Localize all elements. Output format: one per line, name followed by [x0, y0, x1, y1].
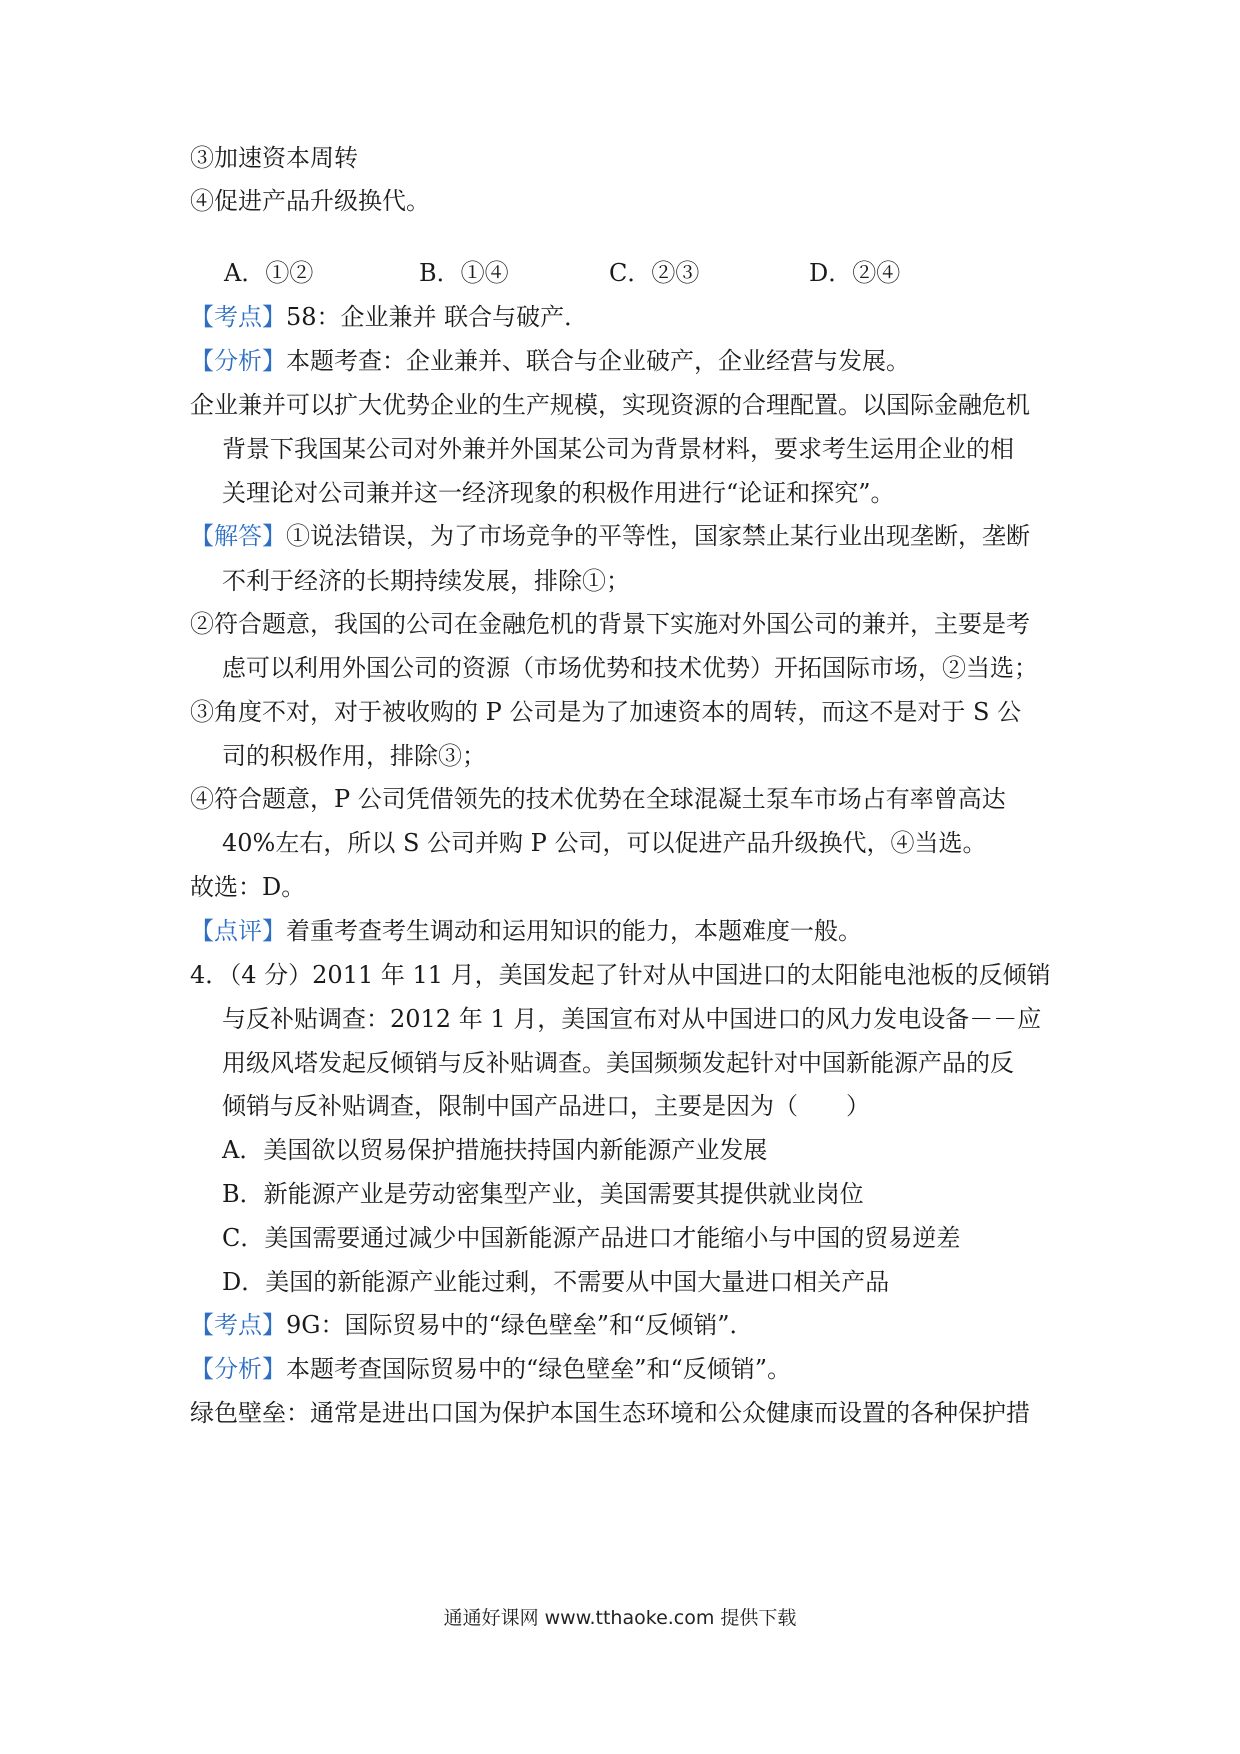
- jieda-line: 司的积极作用，排除③；: [222, 742, 486, 770]
- q4-option-c: C．美国需要通过减少中国新能源产品进口才能缩小与中国的贸易逆差: [222, 1224, 961, 1252]
- answer-line: 故选：D。: [190, 873, 306, 901]
- analysis-line-3: 关理论对公司兼并这一经济现象的积极作用进行“论证和探究”。: [222, 479, 895, 507]
- q3-kaodian: [190, 302, 588, 332]
- q3-option-d: D．②④: [809, 259, 901, 287]
- q4-fenxi: [190, 1354, 791, 1384]
- q4-stem-line: 倾销与反补贴调查，限制中国产品进口，主要是因为（ ）: [222, 1092, 870, 1120]
- statement-3: ③加速资本周转: [190, 144, 358, 172]
- q4-option-a: A．美国欲以贸易保护措施扶持国内新能源产业发展: [222, 1136, 768, 1164]
- jieda-tag: 【解答】: [190, 522, 286, 550]
- analysis-line-1: 企业兼并可以扩大优势企业的生产规模，实现资源的合理配置。以国际金融危机: [190, 391, 1030, 419]
- q3-dianping: [190, 916, 862, 946]
- statement-4: ④促进产品升级换代。: [190, 187, 430, 215]
- q4-kaodian: [190, 1310, 754, 1340]
- q3-fenxi: [190, 346, 910, 376]
- jieda-line: ③角度不对，对于被收购的 P 公司是为了加速资本的周转，而这不是对于 S 公: [190, 698, 1022, 726]
- q4-option-b: B．新能源产业是劳动密集型产业，美国需要其提供就业岗位: [222, 1180, 864, 1208]
- fenxi-tag: 【分析】: [190, 347, 286, 375]
- kaodian-tag: 【考点】: [190, 303, 286, 331]
- fenxi-text: 本题考查国际贸易中的“绿色壁垒”和“反倾销”。: [286, 1355, 792, 1383]
- q4-stem-line: 用级风塔发起反倾销与反补贴调查。美国频频发起针对中国新能源产品的反: [222, 1049, 1014, 1077]
- dianping-tag: 【点评】: [190, 917, 286, 945]
- fenxi-tag: 【分析】: [190, 1355, 286, 1383]
- page-footer: 通通好课网 www.tthaoke.com 提供下载: [443, 1607, 797, 1629]
- q4-option-d: D．美国的新能源产业能过剩，不需要从中国大量进口相关产品: [222, 1268, 890, 1296]
- dianping-text: 着重考查考生调动和运用知识的能力，本题难度一般。: [286, 917, 862, 945]
- jieda-line: ②符合题意，我国的公司在金融危机的背景下实施对外国公司的兼并，主要是考: [190, 610, 1030, 638]
- q3-option-b: B．①④: [419, 259, 509, 287]
- q4-stem-line: 与反补贴调查：2012 年 1 月，美国宣布对从中国进口的风力发电设备－－应: [222, 1005, 1042, 1033]
- jieda-line: ④符合题意，P 公司凭借领先的技术优势在全球混凝土泵车市场占有率曾高达: [190, 785, 1006, 813]
- analysis-line-2: 背景下我国某公司对外兼并外国某公司为背景材料，要求考生运用企业的相: [222, 435, 1014, 463]
- q3-options: [224, 258, 1024, 288]
- q4-stem-line: 4．（4 分）2011 年 11 月，美国发起了针对从中国进口的太阳能电池板的反倾销: [190, 961, 1051, 989]
- jieda-first-line: ①说法错误，为了市场竞争的平等性，国家禁止某行业出现垄断，垄断: [286, 522, 1030, 550]
- fenxi-text: 本题考查：企业兼并、联合与企业破产，企业经营与发展。: [286, 347, 910, 375]
- q4-analysis-line: 绿色壁垒：通常是进出口国为保护本国生态环境和公众健康而设置的各种保护措: [190, 1399, 1030, 1427]
- q3-option-c: C．②③: [609, 259, 700, 287]
- kaodian-tag: 【考点】: [190, 1311, 286, 1339]
- kaodian-text: 58：企业兼并 联合与破产．: [286, 303, 589, 331]
- jieda-line: 40%左右，所以 S 公司并购 P 公司，可以促进产品升级换代，④当选。: [222, 829, 987, 857]
- q3-option-a: A．①②: [224, 259, 314, 287]
- q3-jieda: [190, 521, 1030, 551]
- kaodian-text: 9G：国际贸易中的“绿色壁垒”和“反倾销”．: [286, 1311, 754, 1339]
- jieda-line: 不利于经济的长期持续发展，排除①；: [222, 567, 630, 595]
- jieda-line: 虑可以利用外国公司的资源（市场优势和技术优势）开拓国际市场，②当选；: [222, 654, 1038, 682]
